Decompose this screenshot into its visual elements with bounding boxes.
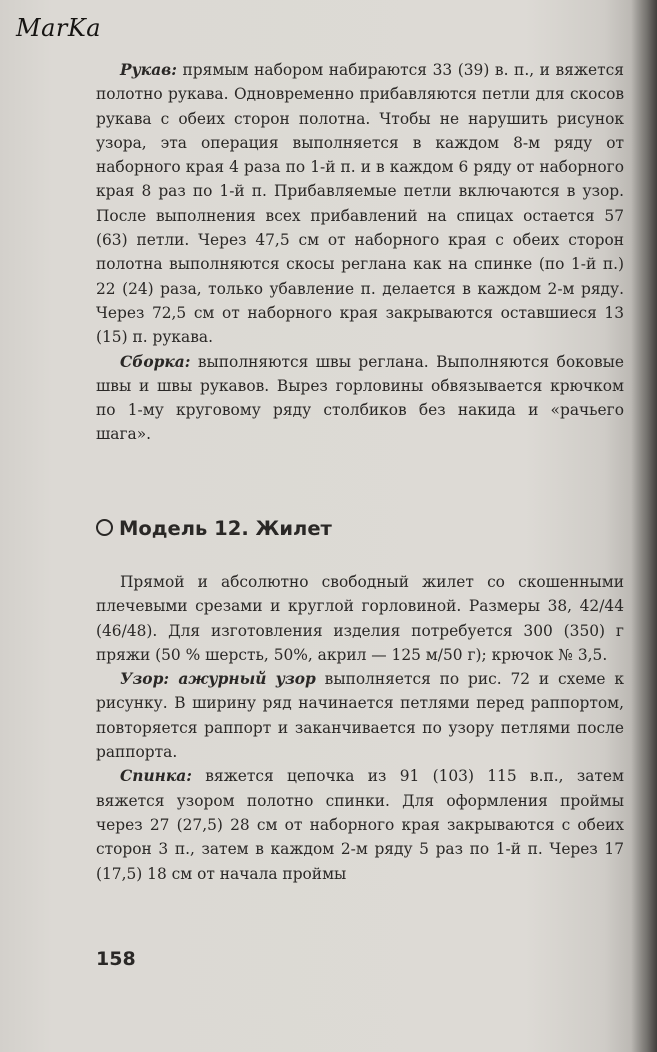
sleeve-assembly-section [96, 58, 624, 447]
assembly-label: Сборка: [120, 352, 191, 371]
watermark-logo: MarKa [16, 14, 102, 42]
assembly-paragraph [96, 350, 624, 447]
intro-paragraph [96, 570, 624, 667]
pattern-text: выполняется по рис. 72 и схеме к рисунку. В ширину ряд начинается петлями перед раппортом, повторяется раппорт и заканчивается по узору петлями после раппорта. [96, 670, 624, 762]
pattern-paragraph [96, 667, 624, 764]
back-text: вяжется цепочка из 91 (103) 115 в.п., затем вяжется узором полотно спинки. Для оформления проймы через 27 (27,5) 28 см от наборного края закрываются с обеих сторон 3 п., затем в каждом 2-м ряду 5 раз по 1-й п. Через 17 (17,5) 18 см от начала проймы [96, 767, 624, 883]
pattern-label: Узор: ажурный узор [120, 670, 316, 689]
sleeve-label: Рукав: [120, 61, 177, 79]
sleeve-paragraph [96, 58, 624, 350]
back-paragraph [96, 764, 624, 885]
intro-text: Прямой и абсолютно свободный жилет со скошенными плечевыми срезами и круглой горловиной. Размеры 38, 42/44 (46/48). Для изготовления изделия потребуется 300 (350) г пряжи (50 % шерсть, 50%, акрил — 125 м/50 г); крючок № 3,5. [96, 573, 624, 664]
vest-description-section [96, 570, 624, 886]
heading-text: Модель 12. Жилет [119, 517, 332, 540]
back-label: Спинка: [120, 767, 192, 786]
circle-bullet-icon [96, 519, 113, 536]
sleeve-text: прямым набором набираются 33 (39) в. п., и вяжется полотно рукава. Одновременно прибавляются петли для скосов рукава с обеих сторон полотна. Чтобы не нарушить рисунок узора, эта операция выполняется в каждом 8-м ряду от наборного края 4 раза по 1-й п. и в каждом 6 ряду от наборного края 8 раз по 1-й п. Прибавляемые петли включаются в узор. После выполнения всех прибавлений на спицах остается 57 (63) петли. Через 47,5 см от наборного края с обеих сторон полотна выполняются скосы реглана как на спинке (по 1-й п.) 22 (24) раза, только убавление п. делается в каждом 2-м ряду. Через 72,5 см от наборного края закрываются оставшиеся 13 (15) п. рукава. [96, 61, 624, 347]
assembly-text: выполняются швы реглана. Выполняются боковые швы и швы рукавов. Вырез горловины обвязывается крючком по 1-му круговому ряду столбиков без накида и «рачьего шага». [96, 352, 624, 444]
page-number: 158 [96, 948, 136, 970]
book-spine-shadow [631, 0, 657, 1052]
section-heading [96, 517, 332, 540]
